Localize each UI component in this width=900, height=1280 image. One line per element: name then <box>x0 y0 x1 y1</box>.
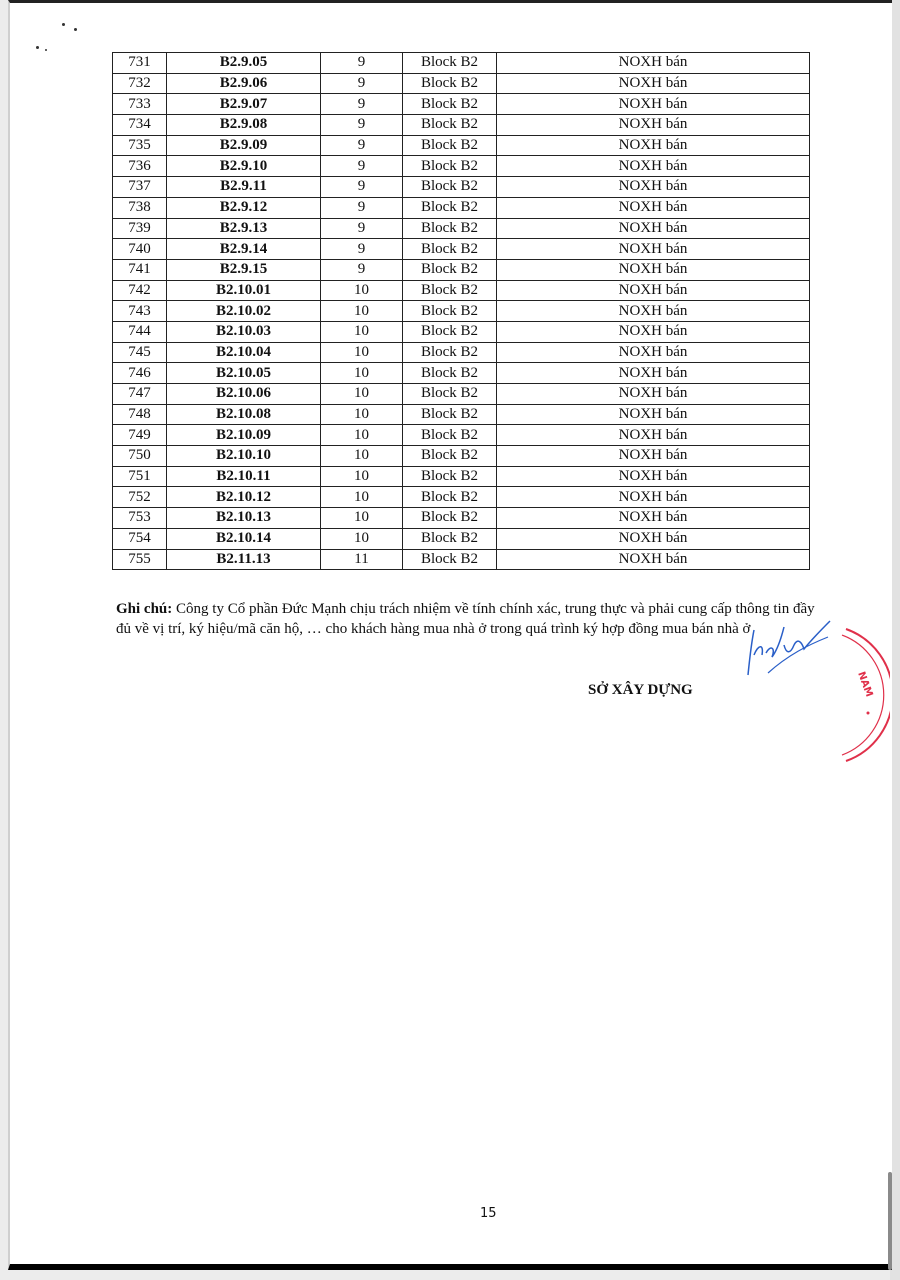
apartment-code-cell: B2.9.05 <box>167 53 321 74</box>
housing-type-cell: NOXH bán <box>497 73 810 94</box>
table-row <box>113 446 810 467</box>
table-row <box>113 528 810 549</box>
housing-type-cell: NOXH bán <box>497 321 810 342</box>
apartment-code-cell: B2.10.08 <box>167 404 321 425</box>
housing-type-cell: NOXH bán <box>497 384 810 405</box>
row-number-cell: 751 <box>113 466 167 487</box>
housing-type-cell: NOXH bán <box>497 135 810 156</box>
row-number-cell: 754 <box>113 528 167 549</box>
block-cell: Block B2 <box>403 549 497 570</box>
block-cell: Block B2 <box>403 508 497 529</box>
floor-cell: 10 <box>321 363 403 384</box>
apartment-code-cell: B2.9.08 <box>167 115 321 136</box>
floor-cell: 10 <box>321 404 403 425</box>
housing-type-cell: NOXH bán <box>497 549 810 570</box>
apartment-code-cell: B2.10.06 <box>167 384 321 405</box>
floor-cell: 9 <box>321 156 403 177</box>
apartment-code-cell: B2.10.11 <box>167 466 321 487</box>
floor-cell: 9 <box>321 73 403 94</box>
row-number-cell: 744 <box>113 321 167 342</box>
table-row <box>113 115 810 136</box>
block-cell: Block B2 <box>403 487 497 508</box>
housing-type-cell: NOXH bán <box>497 280 810 301</box>
row-number-cell: 735 <box>113 135 167 156</box>
apartment-code-cell: B2.10.14 <box>167 528 321 549</box>
note-text: Công ty Cổ phần Đức Mạnh chịu trách nhiệm về tính chính xác, trung thực và phải cung cấp thông tin đầy đủ về vị trí, ký hiệu/mã căn hộ, … cho khách hàng mua nhà ở trong quá trình ký hợp đồng mua bán nhà ở <box>116 601 815 637</box>
apartment-code-cell: B2.9.14 <box>167 239 321 260</box>
apartment-code-cell: B2.11.13 <box>167 549 321 570</box>
block-cell: Block B2 <box>403 280 497 301</box>
row-number-cell: 731 <box>113 53 167 74</box>
housing-type-cell: NOXH bán <box>497 528 810 549</box>
housing-type-cell: NOXH bán <box>497 301 810 322</box>
block-cell: Block B2 <box>403 239 497 260</box>
row-number-cell: 753 <box>113 508 167 529</box>
floor-cell: 9 <box>321 53 403 74</box>
housing-type-cell: NOXH bán <box>497 342 810 363</box>
row-number-cell: 742 <box>113 280 167 301</box>
table-row <box>113 135 810 156</box>
housing-type-cell: NOXH bán <box>497 239 810 260</box>
housing-type-cell: NOXH bán <box>497 425 810 446</box>
block-cell: Block B2 <box>403 446 497 467</box>
table-row <box>113 384 810 405</box>
table-row <box>113 239 810 260</box>
table-row <box>113 404 810 425</box>
housing-type-cell: NOXH bán <box>497 446 810 467</box>
apartment-table <box>112 52 810 570</box>
apartment-code-cell: B2.10.05 <box>167 363 321 384</box>
row-number-cell: 748 <box>113 404 167 425</box>
official-stamp-icon <box>838 625 890 765</box>
block-cell: Block B2 <box>403 135 497 156</box>
table-row <box>113 156 810 177</box>
note-label: Ghi chú: <box>116 601 173 617</box>
apartment-code-cell: B2.9.15 <box>167 259 321 280</box>
row-number-cell: 750 <box>113 446 167 467</box>
table-row <box>113 363 810 384</box>
floor-cell: 9 <box>321 177 403 198</box>
apartment-code-cell: B2.9.06 <box>167 73 321 94</box>
apartment-code-cell: B2.10.04 <box>167 342 321 363</box>
table-row <box>113 73 810 94</box>
signature-icon <box>738 615 833 685</box>
housing-type-cell: NOXH bán <box>497 487 810 508</box>
row-number-cell: 740 <box>113 239 167 260</box>
row-number-cell: 734 <box>113 115 167 136</box>
row-number-cell: 747 <box>113 384 167 405</box>
table-row <box>113 197 810 218</box>
housing-type-cell: NOXH bán <box>497 466 810 487</box>
row-number-cell: 741 <box>113 259 167 280</box>
apartment-code-cell: B2.10.10 <box>167 446 321 467</box>
table-row <box>113 425 810 446</box>
block-cell: Block B2 <box>403 301 497 322</box>
row-number-cell: 738 <box>113 197 167 218</box>
floor-cell: 9 <box>321 218 403 239</box>
block-cell: Block B2 <box>403 218 497 239</box>
floor-cell: 10 <box>321 384 403 405</box>
signer-title: SỞ XÂY DỰNG <box>588 682 693 698</box>
floor-cell: 10 <box>321 280 403 301</box>
scrollbar[interactable] <box>888 1172 892 1270</box>
row-number-cell: 752 <box>113 487 167 508</box>
table-row <box>113 280 810 301</box>
block-cell: Block B2 <box>403 425 497 446</box>
housing-type-cell: NOXH bán <box>497 404 810 425</box>
stamp-text: NAM <box>855 670 875 699</box>
block-cell: Block B2 <box>403 73 497 94</box>
block-cell: Block B2 <box>403 259 497 280</box>
block-cell: Block B2 <box>403 404 497 425</box>
row-number-cell: 732 <box>113 73 167 94</box>
floor-cell: 9 <box>321 94 403 115</box>
page-number: 15 <box>480 1206 497 1221</box>
floor-cell: 10 <box>321 446 403 467</box>
apartment-code-cell: B2.10.09 <box>167 425 321 446</box>
block-cell: Block B2 <box>403 94 497 115</box>
row-number-cell: 749 <box>113 425 167 446</box>
housing-type-cell: NOXH bán <box>497 363 810 384</box>
apartment-code-cell: B2.9.13 <box>167 218 321 239</box>
block-cell: Block B2 <box>403 363 497 384</box>
floor-cell: 10 <box>321 487 403 508</box>
apartment-code-cell: B2.10.12 <box>167 487 321 508</box>
floor-cell: 10 <box>321 466 403 487</box>
table-row <box>113 321 810 342</box>
apartment-code-cell: B2.10.02 <box>167 301 321 322</box>
block-cell: Block B2 <box>403 321 497 342</box>
table-row <box>113 218 810 239</box>
table-row <box>113 53 810 74</box>
floor-cell: 10 <box>321 342 403 363</box>
block-cell: Block B2 <box>403 177 497 198</box>
table-row <box>113 259 810 280</box>
floor-cell: 10 <box>321 528 403 549</box>
housing-type-cell: NOXH bán <box>497 94 810 115</box>
table-row <box>113 342 810 363</box>
row-number-cell: 737 <box>113 177 167 198</box>
apartment-code-cell: B2.9.11 <box>167 177 321 198</box>
row-number-cell: 745 <box>113 342 167 363</box>
housing-type-cell: NOXH bán <box>497 508 810 529</box>
block-cell: Block B2 <box>403 528 497 549</box>
floor-cell: 9 <box>321 115 403 136</box>
block-cell: Block B2 <box>403 466 497 487</box>
apartment-code-cell: B2.9.09 <box>167 135 321 156</box>
floor-cell: 9 <box>321 135 403 156</box>
floor-cell: 9 <box>321 197 403 218</box>
housing-type-cell: NOXH bán <box>497 197 810 218</box>
floor-cell: 10 <box>321 301 403 322</box>
table-row <box>113 94 810 115</box>
table-row <box>113 508 810 529</box>
housing-type-cell: NOXH bán <box>497 177 810 198</box>
block-cell: Block B2 <box>403 384 497 405</box>
row-number-cell: 743 <box>113 301 167 322</box>
apartment-code-cell: B2.10.03 <box>167 321 321 342</box>
row-number-cell: 736 <box>113 156 167 177</box>
table-row <box>113 487 810 508</box>
table-row <box>113 549 810 570</box>
housing-type-cell: NOXH bán <box>497 115 810 136</box>
apartment-code-cell: B2.9.07 <box>167 94 321 115</box>
block-cell: Block B2 <box>403 342 497 363</box>
floor-cell: 10 <box>321 321 403 342</box>
apartment-code-cell: B2.10.13 <box>167 508 321 529</box>
apartment-code-cell: B2.9.10 <box>167 156 321 177</box>
housing-type-cell: NOXH bán <box>497 156 810 177</box>
apartment-code-cell: B2.9.12 <box>167 197 321 218</box>
housing-type-cell: NOXH bán <box>497 259 810 280</box>
table-row <box>113 301 810 322</box>
block-cell: Block B2 <box>403 53 497 74</box>
table-row <box>113 177 810 198</box>
row-number-cell: 733 <box>113 94 167 115</box>
housing-type-cell: NOXH bán <box>497 218 810 239</box>
floor-cell: 9 <box>321 259 403 280</box>
block-cell: Block B2 <box>403 156 497 177</box>
row-number-cell: 739 <box>113 218 167 239</box>
block-cell: Block B2 <box>403 197 497 218</box>
floor-cell: 10 <box>321 508 403 529</box>
row-number-cell: 746 <box>113 363 167 384</box>
floor-cell: 11 <box>321 549 403 570</box>
floor-cell: 9 <box>321 239 403 260</box>
floor-cell: 10 <box>321 425 403 446</box>
note-paragraph <box>116 599 816 639</box>
row-number-cell: 755 <box>113 549 167 570</box>
table-row <box>113 466 810 487</box>
housing-type-cell: NOXH bán <box>497 53 810 74</box>
block-cell: Block B2 <box>403 115 497 136</box>
apartment-code-cell: B2.10.01 <box>167 280 321 301</box>
